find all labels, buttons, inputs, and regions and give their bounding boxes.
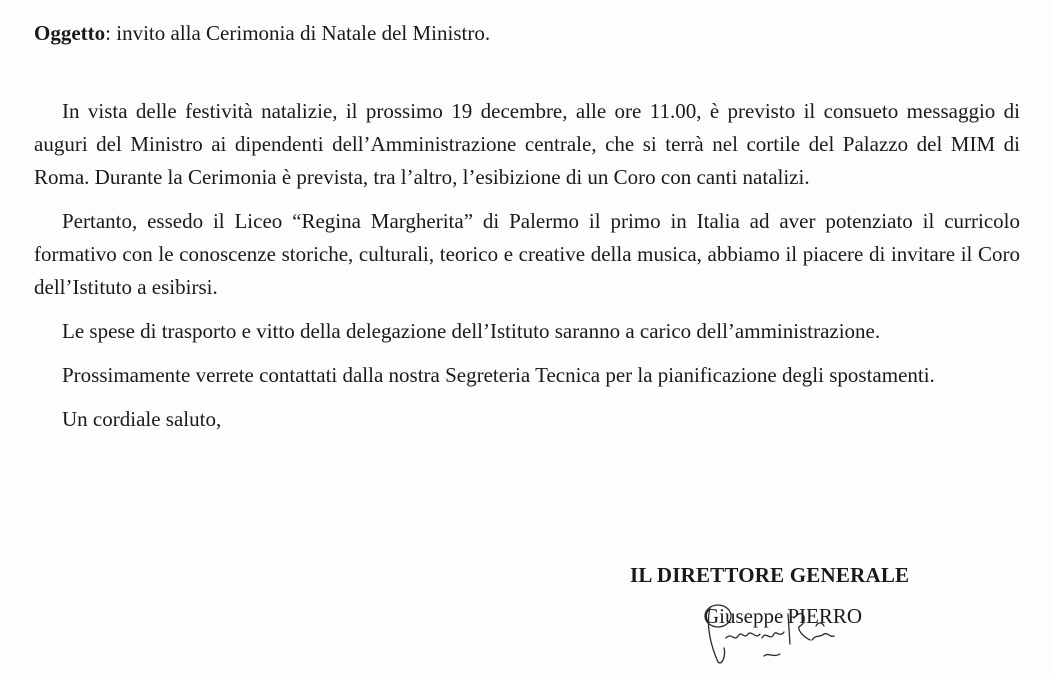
paragraph-intro: In vista delle festività natalizie, il prossimo 19 decembre, alle ore 11.00, è previsto il consueto messaggio di auguri del Ministro ai dipendenti dell’Amministrazione centrale, che si terrà nel cortile del Palazzo del MIM di Roma. Durante la Cerimonia è prevista, tra l’altro, l’esibizione di un Coro con canti natalizi. xyxy=(34,99,1020,189)
signatory-role: IL DIRETTORE GENERALE xyxy=(630,563,910,587)
signatory-last-name: PIERRO xyxy=(787,604,863,628)
signatory-name-area xyxy=(704,604,990,668)
signature-block xyxy=(630,560,990,668)
paragraph-contact: Prossimamente verrete contattati dalla nostra Segreteria Tecnica per la pianificazione degli spostamenti. xyxy=(62,363,935,387)
paragraph-expenses: Le spese di trasporto e vitto della delegazione dell’Istituto saranno a carico dell’amministrazione. xyxy=(62,319,881,343)
subject-text: : invito alla Cerimonia di Natale del Ministro. xyxy=(105,21,491,45)
paragraph-closing: Un cordiale saluto, xyxy=(62,407,222,431)
signatory-first-name: Giuseppe xyxy=(704,604,784,628)
handwritten-signature xyxy=(704,604,904,668)
letter-body xyxy=(34,95,1020,447)
subject-line xyxy=(34,18,490,48)
subject-label: Oggetto xyxy=(34,21,106,45)
paragraph-invitation: Pertanto, essedo il Liceo “Regina Margherita” di Palermo il primo in Italia ad aver potenziato il curricolo formativo con le conoscenze storiche, culturali, teorico e creative della musica, abbiamo il piacere di invitare il Coro dell’Istituto a esibirsi. xyxy=(34,209,1020,299)
